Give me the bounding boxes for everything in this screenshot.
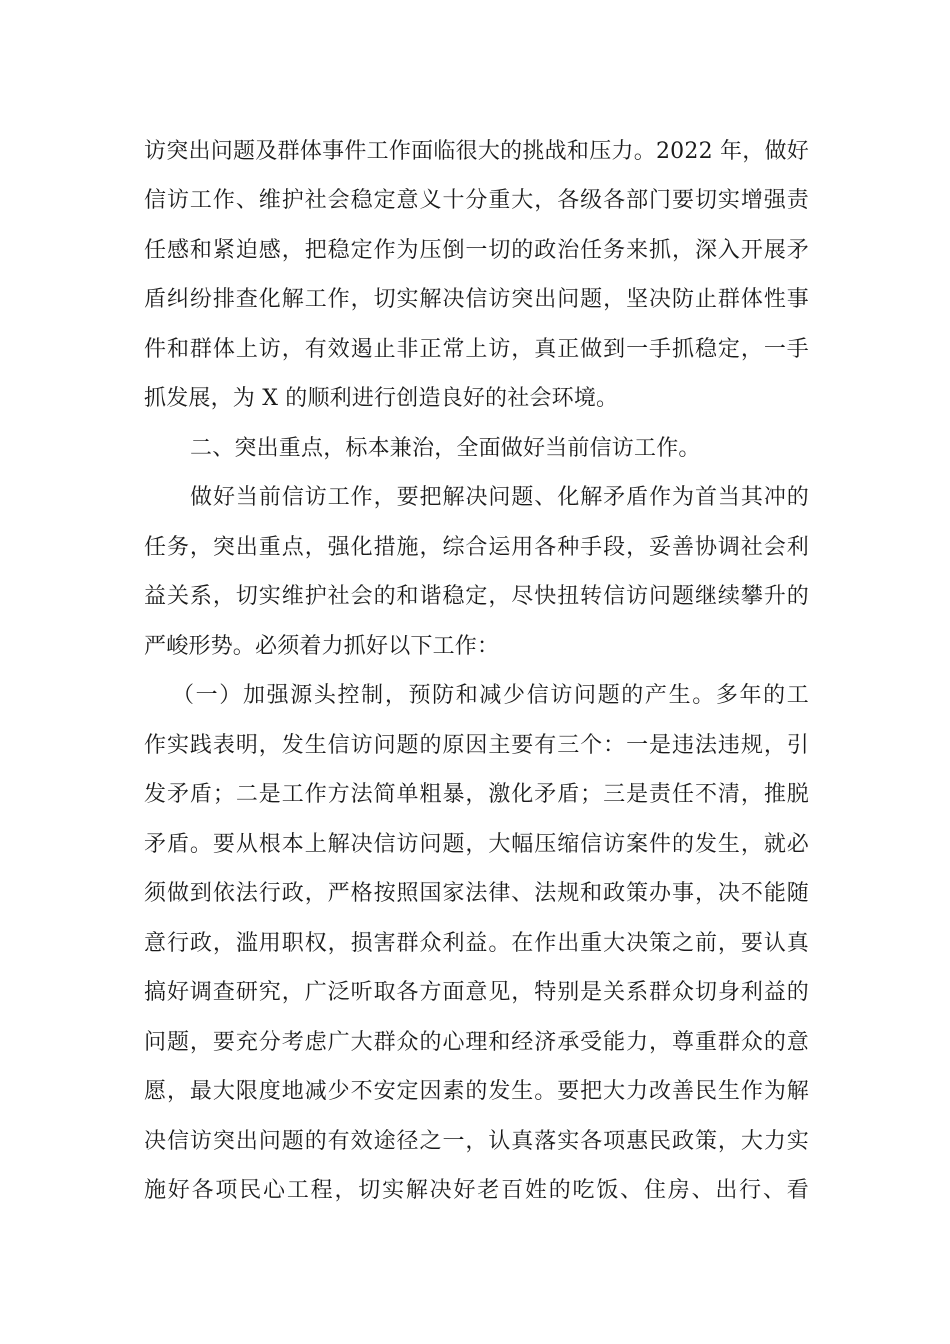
paragraph-line: 施好各项民心工程，切实解决好老百姓的吃饭、住房、出行、看 xyxy=(144,1178,809,1203)
paragraph-line: 抓发展，为 X 的顺利进行创造良好的社会环境。 xyxy=(144,386,619,411)
paragraph-line: 须做到依法行政，严格按照国家法律、法规和政策办事，决不能随 xyxy=(144,881,809,906)
paragraph-line: 决信访突出问题的有效途径之一，认真落实各项惠民政策，大力实 xyxy=(144,1129,809,1154)
paragraph-line: 意行政，滥用职权，损害群众利益。在作出重大决策之前，要认真 xyxy=(144,931,809,956)
paragraph-line: 愿，最大限度地减少不安定因素的发生。要把大力改善民生作为解 xyxy=(144,1079,809,1104)
section-heading: 二、突出重点，标本兼治，全面做好当前信访工作。 xyxy=(190,436,701,461)
paragraph-line: 访突出问题及群体事件工作面临很大的挑战和压力。2022 年，做好 xyxy=(144,139,809,164)
paragraph-line: 问题，要充分考虑广大群众的心理和经济承受能力，尊重群众的意 xyxy=(144,1030,809,1055)
paragraph-line: 信访工作、维护社会稳定意义十分重大，各级各部门要切实增强责 xyxy=(144,188,809,213)
paragraph-line: 做好当前信访工作，要把解决问题、化解矛盾作为首当其冲的 xyxy=(190,485,809,510)
paragraph-line: 益关系，切实维护社会的和谐稳定，尽快扭转信访问题继续攀升的 xyxy=(144,584,809,609)
paragraph-line: 任务，突出重点，强化措施，综合运用各种手段，妥善协调社会利 xyxy=(144,535,809,560)
paragraph-line: 任感和紧迫感，把稳定作为压倒一切的政治任务来抓，深入开展矛 xyxy=(144,238,809,263)
paragraph-line: 盾纠纷排查化解工作，切实解决信访突出问题，坚决防止群体性事 xyxy=(144,287,809,312)
paragraph-line: 矛盾。要从根本上解决信访问题，大幅压缩信访案件的发生，就必 xyxy=(144,832,809,857)
paragraph-line: 搞好调查研究，广泛听取各方面意见，特别是关系群众切身利益的 xyxy=(144,980,809,1005)
paragraph-line: 作实践表明，发生信访问题的原因主要有三个：一是违法违规，引 xyxy=(144,733,809,758)
paragraph-line: 件和群体上访，有效遏止非正常上访，真正做到一手抓稳定，一手 xyxy=(144,337,809,362)
subsection-line: （一）加强源头控制，预防和减少信访问题的产生。多年的工 xyxy=(172,683,809,708)
paragraph-line: 严峻形势。必须着力抓好以下工作： xyxy=(144,634,500,659)
paragraph-line: 发矛盾；二是工作方法简单粗暴，激化矛盾；三是责任不清，推脱 xyxy=(144,782,809,807)
